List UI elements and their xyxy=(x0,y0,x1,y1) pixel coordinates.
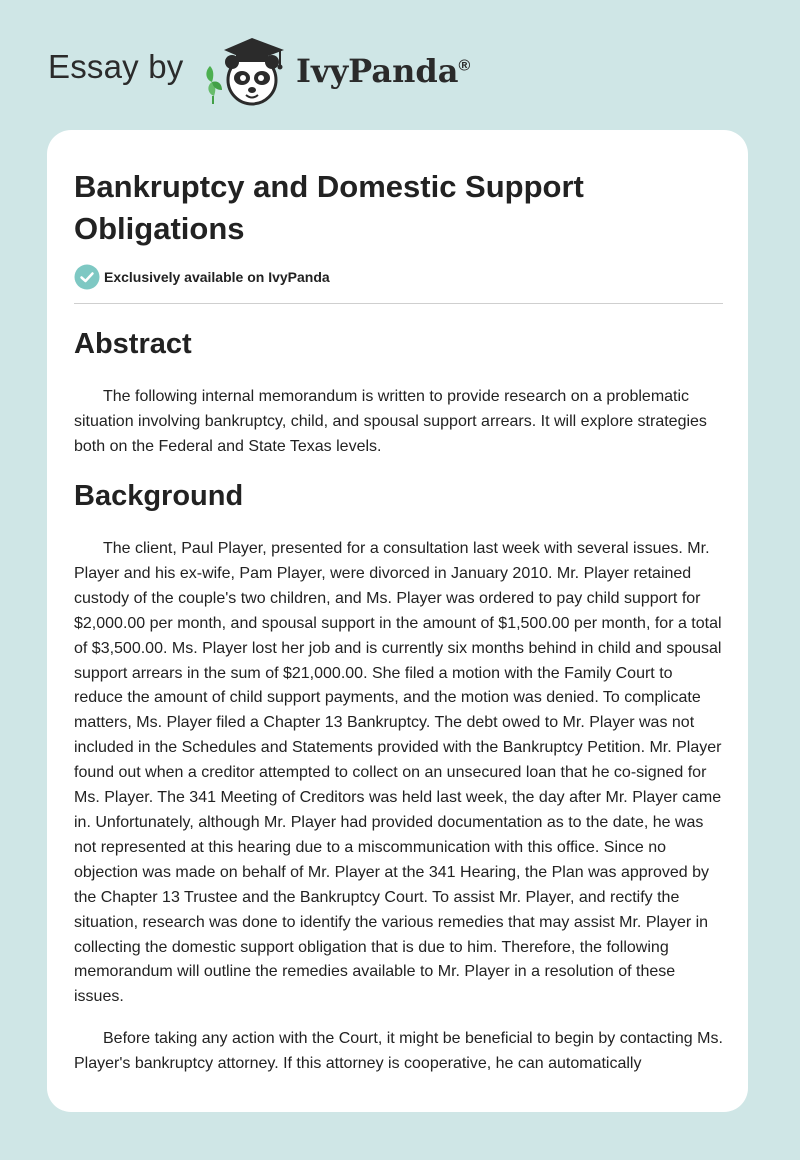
exclusive-badge xyxy=(74,264,330,290)
article-card xyxy=(47,130,748,1112)
registered-mark: ® xyxy=(458,57,471,75)
check-circle-icon xyxy=(74,264,100,290)
background-paragraph-1: The client, Paul Player, presented for a consultation last week with several issues. Mr. Player and his ex-wife, Pam Player, were divorced in January 2010. Mr. Player retained custody of the couple's two children, and Ms. Player was ordered to pay child support for $2,000.00 per month, and spousal support in the amount of $1,500.00 per month, for a total of $3,500.00. Ms. Player lost her job and is currently six months behind in child and spousal support arrears in the sum of $21,000.00. She filed a motion with the Family Court to reduce the amount of child support payments, and the motion was denied. To complicate matters, Ms. Player filed a Chapter 13 Bankruptcy. The debt owed to Mr. Player was not included in the Schedules and Statements provided with the Bankruptcy Petition. Mr. Player found out when a creditor attempted to collect on an unsecured loan that he co-signed for Ms. Player. The 341 Meeting of Creditors was held last week, the day after Mr. Player came in. Unfortunately, although Mr. Player had provided documentation as to the date, he was not represented at this hearing due to a miscommunication with this office. Since no objection was made on behalf of Mr. Player at the 341 Hearing, the Plan was approved by the Chapter 13 Trustee and the Bankruptcy Court. To assist Mr. Player, and rectify the situation, research was done to identify the various remedies that may assist Mr. Player in collecting the domestic support obligation that is due to him. Therefore, the following memorandum will outline the remedies available to Mr. Player in a resolution of these issues. xyxy=(74,540,722,1006)
background-paragraph-2: Before taking any action with the Court, it might be beneficial to begin by contacting Ms. Player's bankruptcy attorney. If this attorney is cooperative, he can automatically xyxy=(74,1030,723,1072)
panda-logo-icon[interactable] xyxy=(200,36,296,108)
site-header xyxy=(0,0,800,118)
section-heading-abstract: Abstract xyxy=(74,328,192,360)
page-title: Bankruptcy and Domestic Support Obligations xyxy=(74,169,584,246)
badge-text: Exclusively available on IvyPanda xyxy=(104,269,330,285)
brand-name[interactable] xyxy=(296,52,470,90)
brand-name-text[interactable]: IvyPanda xyxy=(296,52,459,90)
divider xyxy=(74,303,723,304)
brand-prefix: Essay by xyxy=(48,48,184,85)
abstract-paragraph: The following internal memorandum is written to provide research on a problematic situation involving bankruptcy, child, and spousal support arrears. It will explore strategies both on the Federal and State Texas levels. xyxy=(74,388,707,455)
section-heading-background: Background xyxy=(74,480,244,512)
